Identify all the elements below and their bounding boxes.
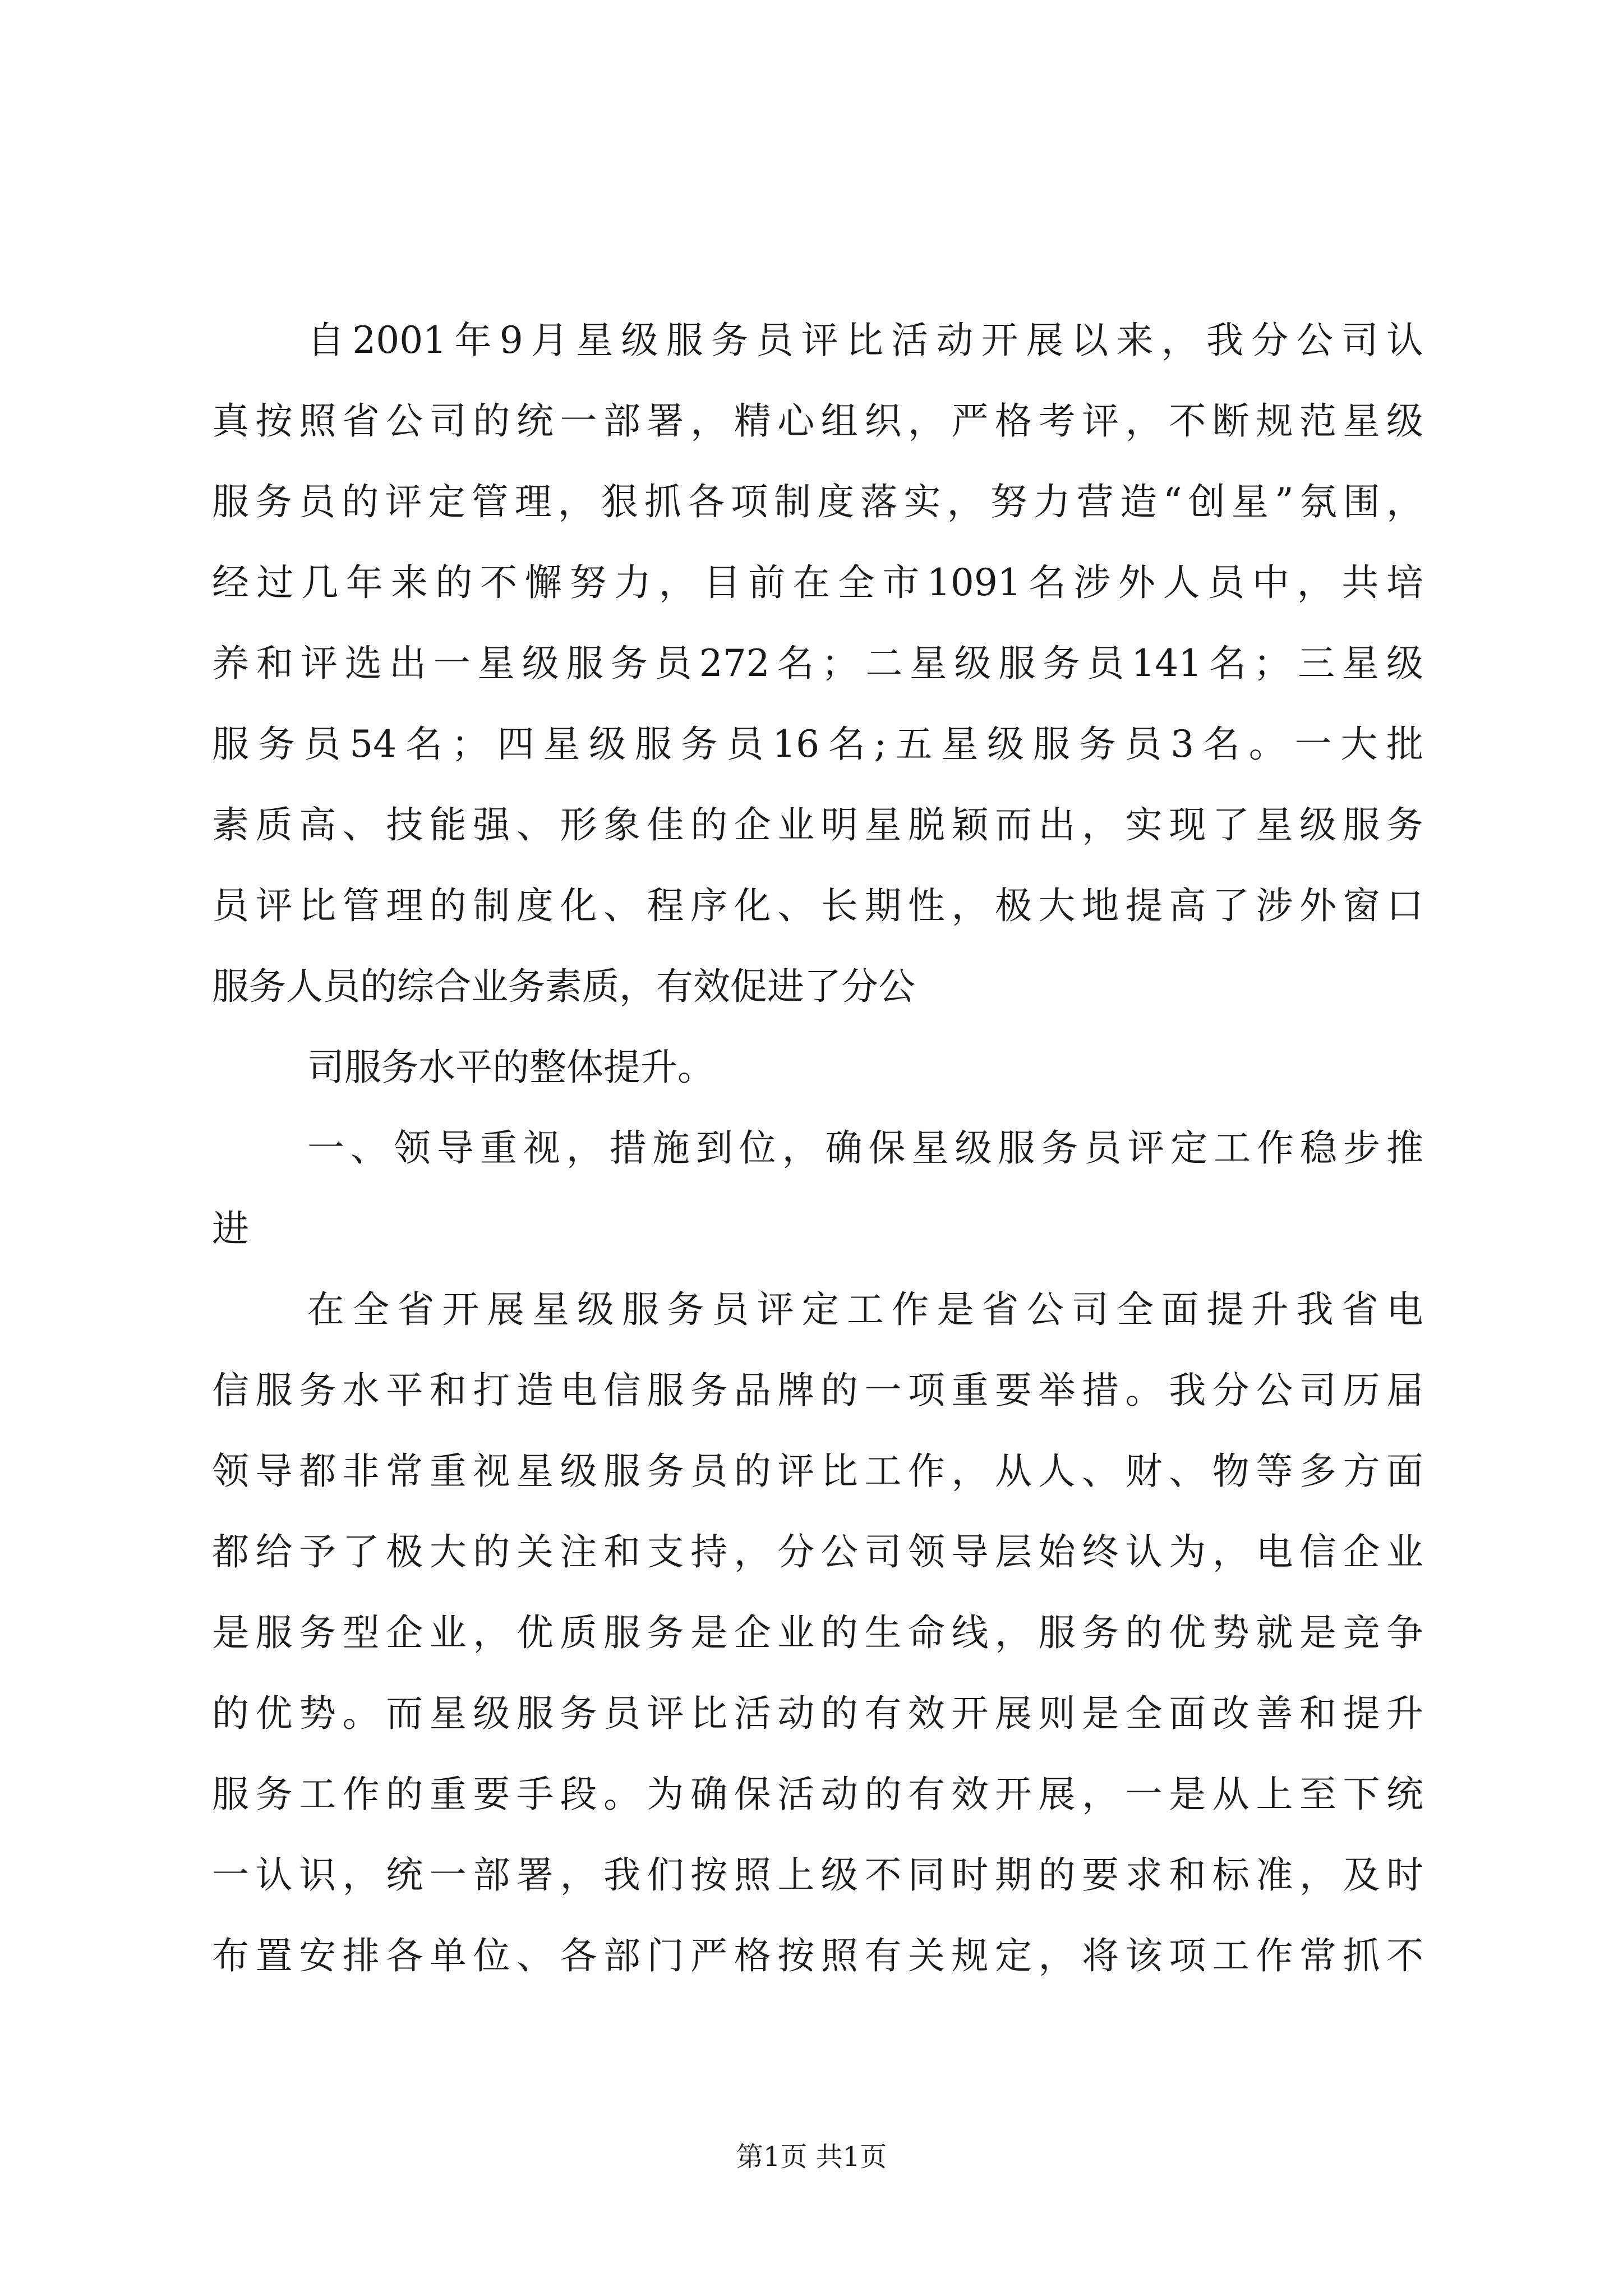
text-line: 服务工作的重要手段。为确保活动的有效开展，一是从上至下统 — [212, 1773, 1423, 1816]
section-heading-continued: 进 — [212, 1207, 249, 1250]
text-line: 素质高、技能强、形象佳的企业明星脱颖而出，实现了星级服务 — [212, 803, 1423, 846]
text-line: 自2001年9月星级服务员评比活动开展以来，我分公司认 — [307, 319, 1423, 362]
text-line: 服务员的评定管理，狠抓各项制度落实，努力营造“创星”氛围， — [212, 480, 1423, 523]
text-line: 布置安排各单位、各部门严格按照有关规定，将该项工作常抓不 — [212, 1934, 1423, 1977]
text-line: 在全省开展星级服务员评定工作是省公司全面提升我省电 — [307, 1288, 1423, 1331]
text-line: 领导都非常重视星级服务员的评比工作，从人、财、物等多方面 — [212, 1450, 1423, 1493]
text-line: 的优势。而星级服务员评比活动的有效开展则是全面改善和提升 — [212, 1692, 1423, 1735]
text-line: 员评比管理的制度化、程序化、长期性，极大地提高了涉外窗口 — [212, 884, 1423, 927]
text-line: 是服务型企业，优质服务是企业的生命线，服务的优势就是竞争 — [212, 1611, 1423, 1654]
text-line: 服务员54名；四星级服务员16名;五星级服务员3名。一大批 — [212, 723, 1423, 766]
text-line: 经过几年来的不懈努力，目前在全市1091名涉外人员中，共培 — [212, 561, 1423, 604]
text-line: 真按照省公司的统一部署，精心组织，严格考评，不断规范星级 — [212, 399, 1423, 443]
page-footer: 第1页 共1页 — [736, 2141, 887, 2173]
text-line: 养和评选出一星级服务员272名；二星级服务员141名；三星级 — [212, 642, 1423, 685]
text-line: 服务人员的综合业务素质，有效促进了分公 — [212, 965, 915, 1008]
text-line: 一认识，统一部署，我们按照上级不同时期的要求和标准，及时 — [212, 1853, 1423, 1897]
section-heading: 一、领导重视，措施到位，确保星级服务员评定工作稳步推 — [307, 1126, 1423, 1170]
text-line: 都给予了极大的关注和支持，分公司领导层始终认为，电信企业 — [212, 1530, 1423, 1573]
document-body — [212, 300, 1423, 1996]
text-line: 信服务水平和打造电信服务品牌的一项重要举措。我分公司历届 — [212, 1369, 1423, 1412]
text-line: 司服务水平的整体提升。 — [307, 1046, 714, 1089]
